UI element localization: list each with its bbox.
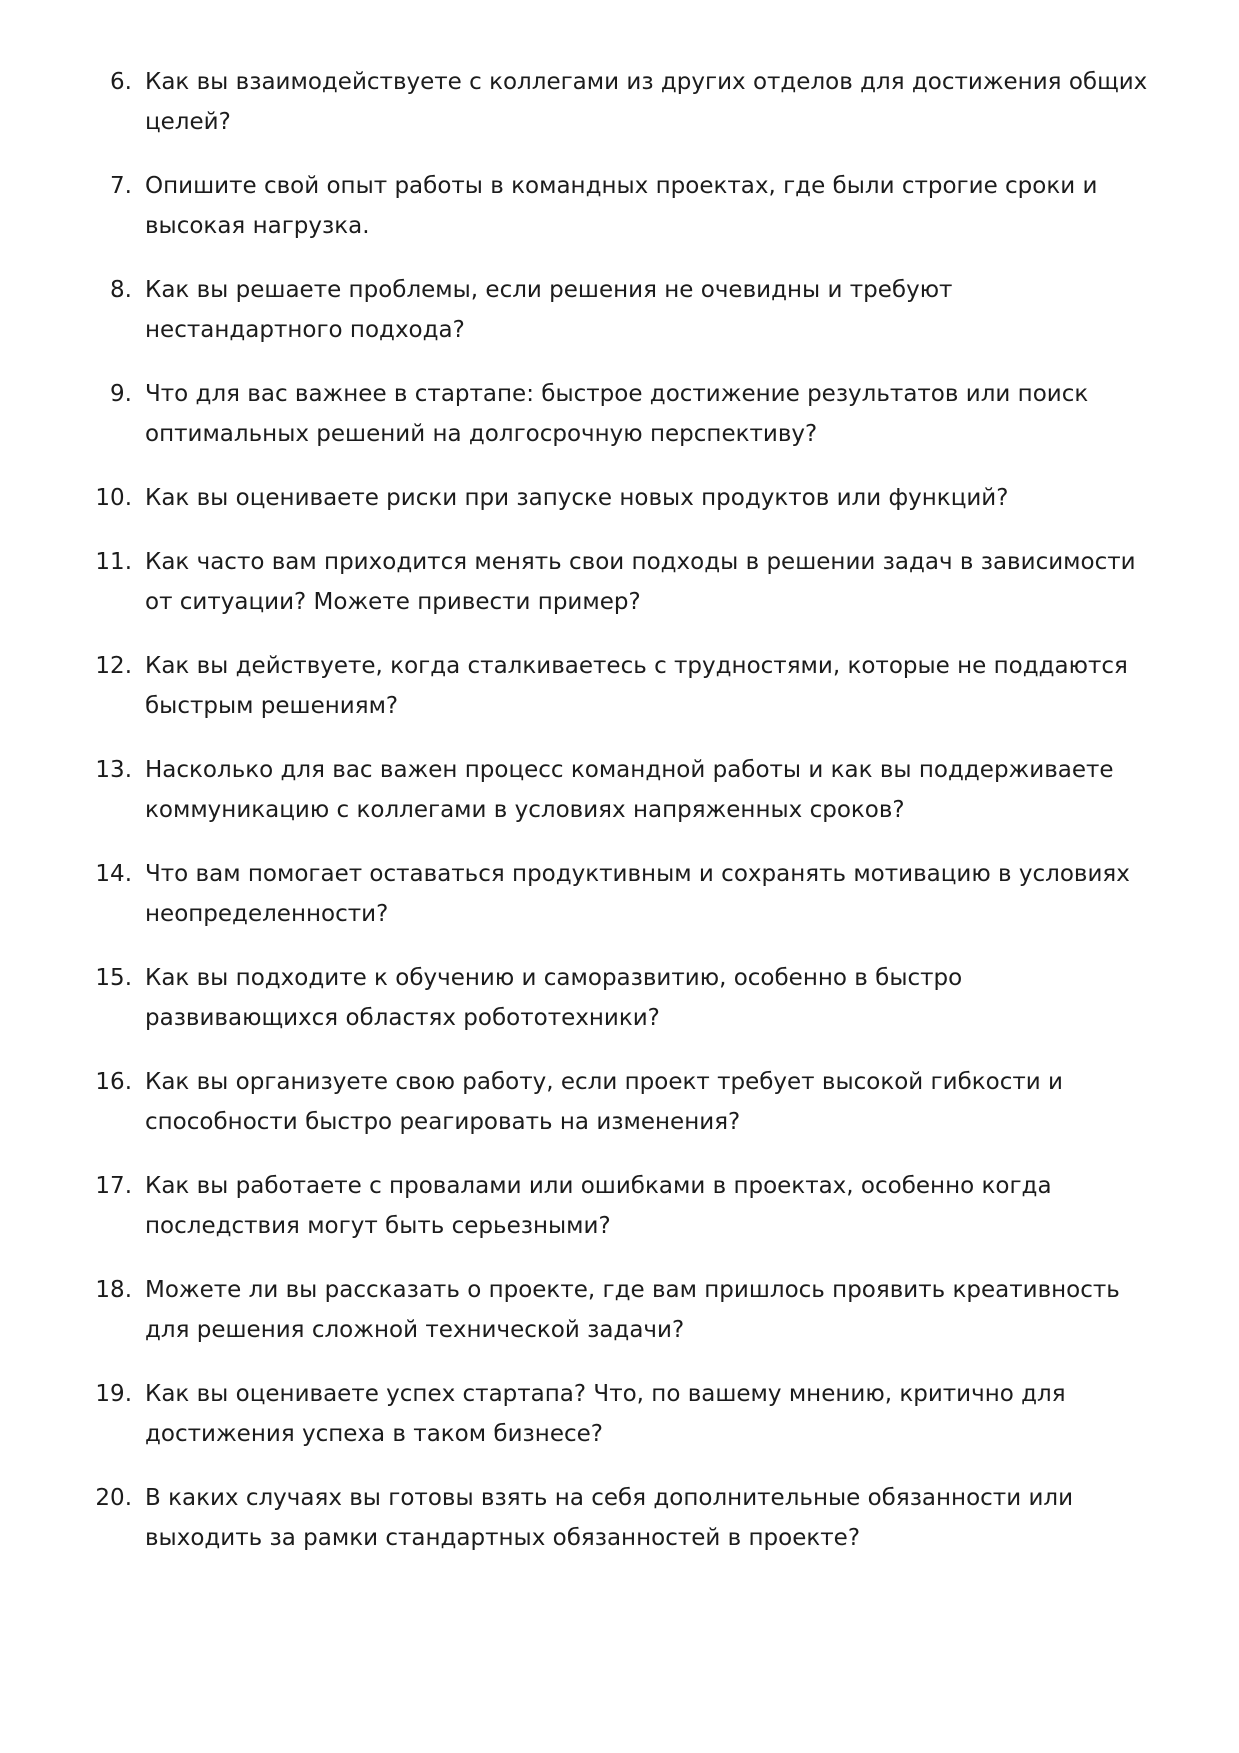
- question-item: [0, 542, 1239, 622]
- question-text: В каких случаях вы готовы взять на себя дополнительные обязанности или выходить за рамки стандартных обязанностей в проекте?: [145, 1485, 1074, 1551]
- question-text: Как часто вам приходится менять свои подходы в решении задач в зависимости от ситуации? Можете привести пример?: [145, 549, 1136, 615]
- question-number: 20.: [95, 1485, 132, 1511]
- question-item: [0, 62, 1239, 142]
- question-text: Как вы работаете с провалами или ошибками в проектах, особенно когда последствия могут быть серьезными?: [145, 1173, 1052, 1239]
- question-list: [0, 62, 1239, 1582]
- question-text: Насколько для вас важен процесс командной работы и как вы поддерживаете коммуникацию с коллегами в условиях напряженных сроков?: [145, 757, 1114, 823]
- question-item: [0, 166, 1239, 246]
- question-text: Как вы решаете проблемы, если решения не очевидны и требуют нестандартного подхода?: [145, 277, 953, 343]
- question-item: [0, 750, 1239, 830]
- question-text: Можете ли вы рассказать о проекте, где вам пришлось проявить креативность для решения сложной технической задачи?: [145, 1277, 1120, 1343]
- question-item: [0, 478, 1239, 518]
- question-number: 13.: [95, 757, 132, 783]
- question-item: [0, 1166, 1239, 1246]
- question-item: [0, 270, 1239, 350]
- question-text: Как вы действуете, когда сталкиваетесь с трудностями, которые не поддаются быстрым решениям?: [145, 653, 1128, 719]
- question-text: Как вы взаимодействуете с коллегами из других отделов для достижения общих целей?: [145, 69, 1148, 135]
- question-number: 18.: [95, 1277, 132, 1303]
- question-text: Как вы оцениваете успех стартапа? Что, по вашему мнению, критично для достижения успеха в таком бизнесе?: [145, 1381, 1066, 1447]
- question-item: [0, 374, 1239, 454]
- question-number: 8.: [110, 277, 132, 303]
- question-number: 6.: [110, 69, 132, 95]
- question-item: [0, 1062, 1239, 1142]
- question-number: 17.: [95, 1173, 132, 1199]
- question-text: Опишите свой опыт работы в командных проектах, где были строгие сроки и высокая нагрузка.: [145, 173, 1098, 239]
- question-item: [0, 646, 1239, 726]
- question-item: [0, 1270, 1239, 1350]
- question-number: 10.: [95, 485, 132, 511]
- question-item: [0, 958, 1239, 1038]
- question-number: 14.: [95, 861, 132, 887]
- question-number: 12.: [95, 653, 132, 679]
- question-text: Как вы подходите к обучению и саморазвитию, особенно в быстро развивающихся областях робототехники?: [145, 965, 963, 1031]
- question-item: [0, 854, 1239, 934]
- question-text: Как вы оцениваете риски при запуске новых продуктов или функций?: [145, 485, 1009, 511]
- question-text: Что для вас важнее в стартапе: быстрое достижение результатов или поиск оптимальных решений на долгосрочную перспективу?: [145, 381, 1089, 447]
- question-number: 9.: [110, 381, 132, 407]
- question-number: 15.: [95, 965, 132, 991]
- question-number: 19.: [95, 1381, 132, 1407]
- question-text: Как вы организуете свою работу, если проект требует высокой гибкости и способности быстро реагировать на изменения?: [145, 1069, 1063, 1135]
- question-text: Что вам помогает оставаться продуктивным и сохранять мотивацию в условиях неопределенности?: [145, 861, 1130, 927]
- question-number: 16.: [95, 1069, 132, 1095]
- question-number: 7.: [110, 173, 132, 199]
- question-item: [0, 1374, 1239, 1454]
- question-item: [0, 1478, 1239, 1558]
- question-number: 11.: [95, 549, 132, 575]
